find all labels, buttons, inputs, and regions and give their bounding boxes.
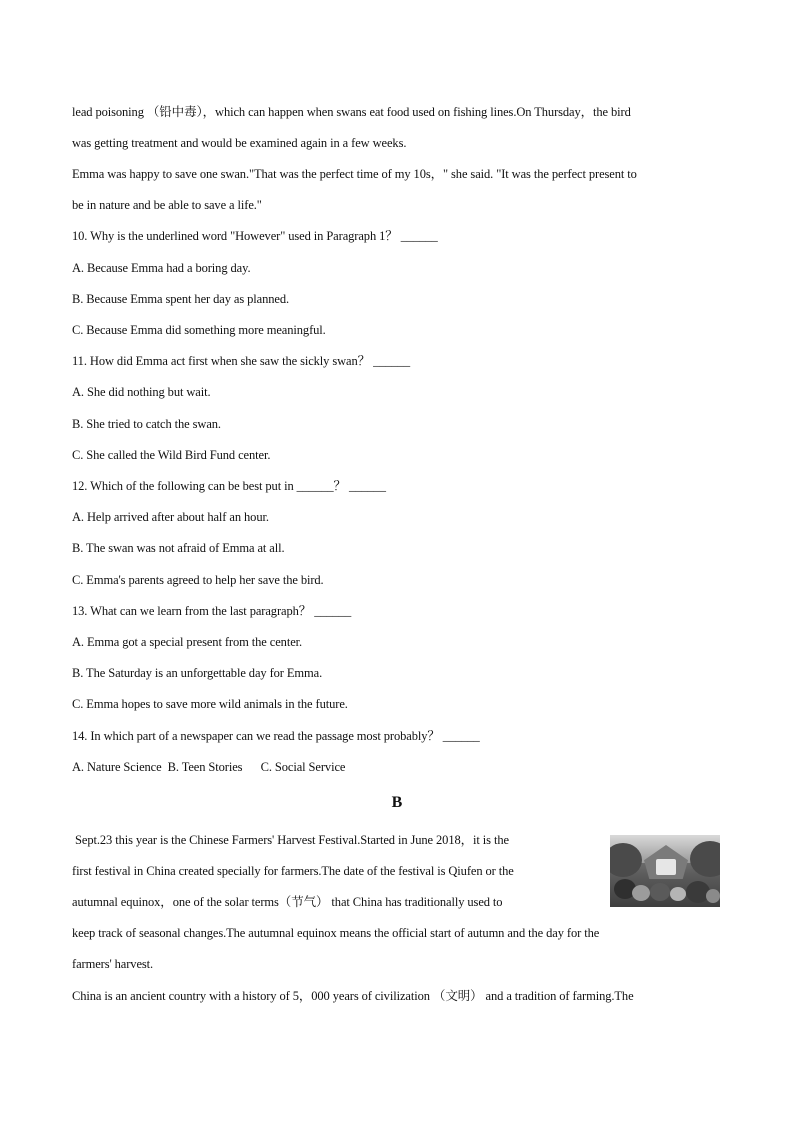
answer-option: C. Emma hopes to save more wild animals in the future. [72,697,348,711]
passage-line: China is an ancient country with a history of 5，000 years of civilization （文明） and a tradition of farming.The [72,989,634,1003]
harvest-festival-photo [610,835,720,907]
answer-option: C. She called the Wild Bird Fund center. [72,448,271,462]
answer-option: C. Emma's parents agreed to help her save the bird. [72,573,324,587]
answer-option: B. The Saturday is an unforgettable day for Emma. [72,666,323,680]
question-stem: 14. In which part of a newspaper can we read the passage most probably？ ______ [72,729,480,743]
passage-line: farmers' harvest. [72,957,154,971]
passage-line: Sept.23 this year is the Chinese Farmers' Harvest Festival.Started in June 2018，it is the [72,833,509,847]
question-stem: 11. How did Emma act first when she saw the sickly swan？ ______ [72,354,410,368]
passage-line: Emma was happy to save one swan."That was the perfect time of my 10s，" she said. "It was the perfect present to [72,167,637,181]
question-stem: 10. Why is the underlined word "However" used in Paragraph 1？ ______ [72,229,438,243]
passage-line: keep track of seasonal changes.The autumnal equinox means the official start of autumn and the day for the [72,926,600,940]
question-stem: 13. What can we learn from the last paragraph？ ______ [72,604,352,618]
answer-options-inline: A. Nature Science B. Teen Stories C. Social Service [72,760,346,774]
answer-option: A. Emma got a special present from the center. [72,635,303,649]
passage-line: first festival in China created specially for farmers.The date of the festival is Qiufen or the [72,864,514,878]
answer-option: B. Because Emma spent her day as planned. [72,292,290,306]
passage-line: be in nature and be able to save a life." [72,198,262,212]
answer-option: A. Help arrived after about half an hour. [72,510,269,524]
answer-option: B. The swan was not afraid of Emma at all. [72,541,285,555]
passage-line: lead poisoning （铅中毒），which can happen when swans eat food used on fishing lines.On Thursday，the bird [72,105,631,119]
answer-option: A. She did nothing but wait. [72,385,211,399]
passage-line: was getting treatment and would be examined again in a few weeks. [72,136,407,150]
section-heading: B [391,794,403,811]
question-stem: 12. Which of the following can be best put in ______？ ______ [72,479,386,493]
answer-option: A. Because Emma had a boring day. [72,261,251,275]
answer-option: C. Because Emma did something more meaningful. [72,323,326,337]
passage-line: autumnal equinox，one of the solar terms（节气） that China has traditionally used to [72,895,503,909]
answer-option: B. She tried to catch the swan. [72,417,221,431]
